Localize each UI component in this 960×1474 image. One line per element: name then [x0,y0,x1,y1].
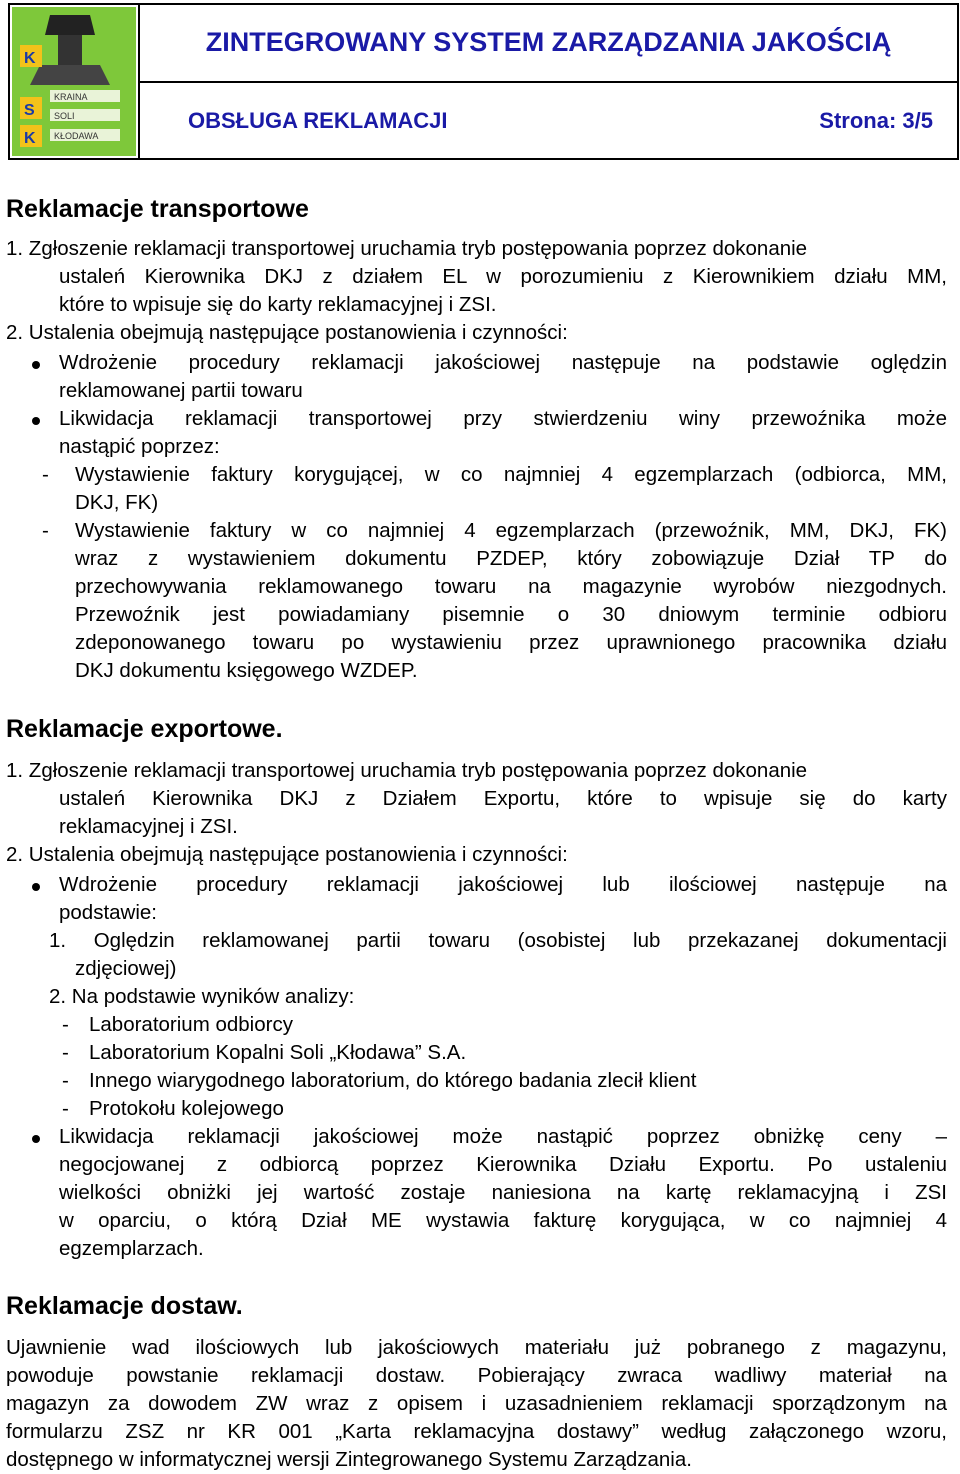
transport-d2-line6: DKJ dokumentu księgowego WZDEP. [75,659,418,682]
bullet-icon [32,883,40,891]
export-p1-line3: reklamacyjnej i ZSI. [59,815,238,838]
export-b1-line1: Wdrożenie procedury reklamacji jakościowej lub ilościowej następuje na [59,873,947,896]
supply-line1: Ujawnienie wad ilościowych lub jakościowych materiału już pobranego z magazynu, [6,1336,947,1359]
export-b2-line4: w oparciu, o którą Dział ME wystawia fakturę korygująca, w co najmniej 4 [59,1209,947,1232]
export-n1-line1: 1. Oględzin reklamowanej partii towaru (osobistej lub przekazanej dokumentacji [49,929,947,952]
export-lab-3: Innego wiarygodnego laboratorium, do którego badania zlecił klient [89,1069,697,1092]
system-title: ZINTEGROWANY SYSTEM ZARZĄDZANIA JAKOŚCIĄ [205,27,892,57]
transport-p2-intro: 2. Ustalenia obejmują następujące postanowienia i czynności: [6,321,568,344]
logo-line2: SOLI [54,111,75,121]
transport-d2-line3: przechowywania reklamowanego towaru na magazynie wyrobów niezgodnych. [75,575,947,598]
svg-text:S: S [24,102,35,119]
supply-line2: powoduje powstanie reklamacji dostaw. Pobierający zwraca wadliwy materiał na [6,1364,947,1387]
dash-icon: - [62,1013,69,1036]
transport-p1-line1: 1. Zgłoszenie reklamacji transportowej uruchamia tryb postępowania poprzez dokonanie [6,237,808,260]
export-b2-line5: egzemplarzach. [59,1237,204,1260]
dash-icon: - [62,1069,69,1092]
transport-d2-line1: Wystawienie faktury w co najmniej 4 egzemplarzach (przewoźnik, MM, DKJ, FK) [75,519,947,542]
transport-b2-line2: nastąpić poprzez: [59,435,220,458]
dash-icon: - [42,519,49,542]
company-logo [10,5,140,158]
heading-transport: Reklamacje transportowe [6,195,309,223]
svg-text:K: K [24,130,36,147]
transport-b1-line2: reklamowanej partii towaru [59,379,303,402]
dash-icon: - [42,463,49,486]
export-p1-line2: ustaleń Kierownika DKJ z Działem Exportu, które to wpisuje się do karty [59,787,947,810]
dash-icon: - [62,1041,69,1064]
title-cell [140,5,957,83]
transport-d2-line4: Przewoźnik jest powiadamiany pisemnie o 30 dniowym terminie odbioru [75,603,947,626]
export-p2-intro: 2. Ustalenia obejmują następujące postanowienia i czynności: [6,843,568,866]
transport-d2-line2: wraz z wystawieniem dokumentu PZDEP, który zobowiązuje Dział TP do [75,547,947,570]
export-lab-2: Laboratorium Kopalni Soli „Kłodawa” S.A. [89,1041,467,1064]
export-lab-4: Protokołu kolejowego [89,1097,284,1120]
export-lab-1: Laboratorium odbiorcy [89,1013,293,1036]
page-number: Strona: 3/5 [819,108,933,133]
dash-icon: - [62,1097,69,1120]
transport-b1-line1: Wdrożenie procedury reklamacji jakościowej następuje na podstawie oględzin [59,351,947,374]
bullet-icon [32,417,40,425]
section-title: OBSŁUGA REKLAMACJI [188,108,448,133]
export-b2-line3: wielkości obniżki jej wartość zostaje naniesiona na kartę reklamacyjną i ZSI [59,1181,947,1204]
transport-p1-line2: ustaleń Kierownika DKJ z działem EL w porozumieniu z Kierownikiem działu MM, [59,265,947,288]
bullet-icon [32,1135,40,1143]
svg-text:K: K [24,50,36,67]
transport-d2-line5: zdeponowanego towaru po wystawieniu przez uprawnionego pracownika działu [75,631,947,654]
heading-export: Reklamacje exportowe. [6,715,283,743]
document-header [8,3,959,160]
bullet-icon [32,361,40,369]
supply-line3: magazyn za dowodem ZW wraz z opisem i uzasadnieniem reklamacji sporządzonym na [6,1392,947,1415]
supply-line4: formularzu ZSZ nr KR 001 „Karta reklamacyjna dostawy” według załączonego wzoru, [6,1420,947,1443]
transport-b2-line1: Likwidacja reklamacji transportowej przy stwierdzeniu winy przewoźnika może [59,407,947,430]
export-b2-line1: Likwidacja reklamacji jakościowej może nastąpić poprzez obniżkę ceny – [59,1125,947,1148]
logo-icon [10,5,138,158]
logo-line1: KRAINA [54,92,88,102]
export-b1-line2: podstawie: [59,901,158,924]
supply-line5: dostępnego w informatycznej wersji Zintegrowanego Systemu Zarządzania. [6,1448,692,1471]
export-b2-line2: negocjowanej z odbiorcą poprzez Kierownika Działu Exportu. Po ustaleniu [59,1153,947,1176]
transport-d1-line2: DKJ, FK) [75,491,159,514]
export-n1-line2: zdjęciowej) [75,957,177,980]
transport-d1-line1: Wystawienie faktury korygującej, w co najmniej 4 egzemplarzach (odbiorca, MM, [75,463,947,486]
logo-line3: KŁODAWA [54,131,99,141]
export-n2: 2. Na podstawie wyników analizy: [49,985,355,1008]
transport-p1-line3: które to wpisuje się do karty reklamacyjnej i ZSI. [59,293,497,316]
export-p1-line1: 1. Zgłoszenie reklamacji transportowej uruchamia tryb postępowania poprzez dokonanie [6,759,808,782]
heading-supply: Reklamacje dostaw. [6,1292,243,1320]
